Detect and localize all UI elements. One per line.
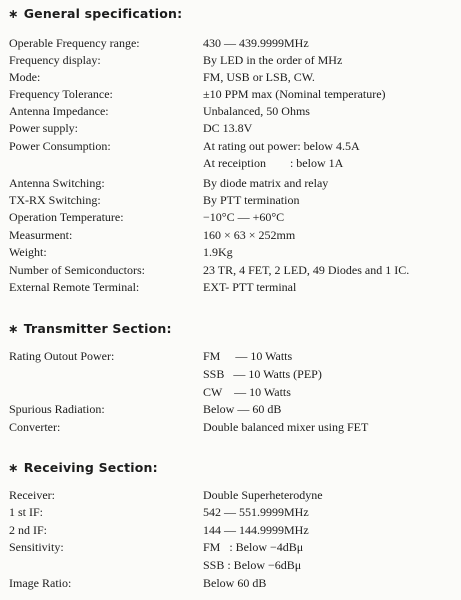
- spec-row: [0, 539, 461, 556]
- spec-value: At rating out power: below 4.5A: [203, 139, 360, 153]
- spec-value: FM : Below −4dBμ: [203, 540, 304, 554]
- spec-value: Double Superheterodyne: [203, 488, 323, 502]
- spec-row: [0, 419, 461, 436]
- spec-value: At receiption : below 1A: [203, 156, 344, 170]
- spec-label: Rating Outout Power:: [9, 349, 115, 363]
- spec-label: Operable Frequency range:: [9, 36, 140, 50]
- spec-label: Mode:: [9, 70, 41, 84]
- spec-label: Receiver:: [9, 488, 55, 502]
- spec-row-continuation: [0, 366, 461, 383]
- spec-label: External Remote Terminal:: [9, 280, 140, 294]
- spec-label: Operation Temperature:: [9, 210, 124, 224]
- spec-row: [0, 244, 461, 261]
- spec-value: FM, USB or LSB, CW.: [203, 70, 315, 84]
- spec-value: Below 60 dB: [203, 576, 267, 590]
- spec-row: [0, 348, 461, 365]
- spec-row: [0, 192, 461, 209]
- spec-label: Power supply:: [9, 121, 78, 135]
- spec-label: Image Ratio:: [9, 576, 72, 590]
- spec-value: Double balanced mixer using FET: [203, 420, 369, 434]
- spec-value: −10°C — +60°C: [203, 210, 285, 224]
- asterisk-icon: ∗: [8, 460, 19, 475]
- receiving-section-title: Receiving Section:: [23, 460, 158, 475]
- spec-value: Below — 60 dB: [203, 402, 282, 416]
- spec-row-continuation: [0, 155, 461, 172]
- spec-value: EXT- PTT terminal: [203, 280, 297, 294]
- spec-row: [0, 209, 461, 226]
- spec-row: [0, 504, 461, 521]
- spec-value: By PTT termination: [203, 193, 300, 207]
- spec-value: Unbalanced, 50 Ohms: [203, 104, 310, 118]
- spec-row: [0, 401, 461, 418]
- general-specification-heading: [8, 6, 182, 21]
- spec-label: 2 nd IF:: [9, 523, 48, 537]
- spec-row-continuation: [0, 384, 461, 401]
- spec-label: Frequency display:: [9, 53, 101, 67]
- spec-row: [0, 52, 461, 69]
- spec-row: [0, 35, 461, 52]
- spec-label: Sensitivity:: [9, 540, 64, 554]
- general-specification-title: General specification:: [23, 6, 183, 21]
- asterisk-icon: ∗: [8, 6, 19, 21]
- asterisk-icon: ∗: [8, 321, 19, 336]
- transmitter-section-title: Transmitter Section:: [23, 321, 172, 336]
- spec-value: 160 × 63 × 252mm: [203, 228, 296, 242]
- spec-value: 1.9Kg: [203, 245, 233, 259]
- spec-label: Measurment:: [9, 228, 73, 242]
- spec-row: [0, 487, 461, 504]
- spec-value: By LED in the order of MHz: [203, 53, 343, 67]
- spec-label: Spurious Radiation:: [9, 402, 105, 416]
- spec-label: Antenna Impedance:: [9, 104, 109, 118]
- spec-row: [0, 262, 461, 279]
- spec-label: 1 st IF:: [9, 505, 44, 519]
- transmitter-section-heading: [8, 321, 172, 336]
- spec-value: ±10 PPM max (Nominal temperature): [203, 87, 386, 101]
- spec-label: Converter:: [9, 420, 61, 434]
- spec-row: [0, 138, 461, 155]
- spec-row-continuation: [0, 557, 461, 574]
- spec-label: TX-RX Switching:: [9, 193, 101, 207]
- spec-value: FM — 10 Watts: [203, 349, 293, 363]
- spec-row: [0, 69, 461, 86]
- spec-row: [0, 103, 461, 120]
- spec-value: SSB — 10 Watts (PEP): [203, 367, 322, 381]
- spec-value: DC 13.8V: [203, 121, 253, 135]
- spec-label: Weight:: [9, 245, 47, 259]
- spec-value: 23 TR, 4 FET, 2 LED, 49 Diodes and 1 IC.: [203, 263, 410, 277]
- spec-row: [0, 86, 461, 103]
- spec-value: 430 — 439.9999MHz: [203, 36, 309, 50]
- spec-row: [0, 279, 461, 296]
- spec-value: CW — 10 Watts: [203, 385, 291, 399]
- spec-label: Power Consumption:: [9, 139, 111, 153]
- spec-label: Frequency Tolerance:: [9, 87, 113, 101]
- spec-row: [0, 522, 461, 539]
- receiving-section-heading: [8, 460, 158, 475]
- spec-value: SSB : Below −6dBμ: [203, 558, 302, 572]
- spec-value: By diode matrix and relay: [203, 176, 329, 190]
- spec-label: Antenna Switching:: [9, 176, 105, 190]
- spec-label: Number of Semiconductors:: [9, 263, 145, 277]
- spec-row: [0, 227, 461, 244]
- spec-row: [0, 120, 461, 137]
- spec-row: [0, 575, 461, 592]
- spec-value: 542 — 551.9999MHz: [203, 505, 309, 519]
- spec-row: [0, 175, 461, 192]
- spec-value: 144 — 144.9999MHz: [203, 523, 309, 537]
